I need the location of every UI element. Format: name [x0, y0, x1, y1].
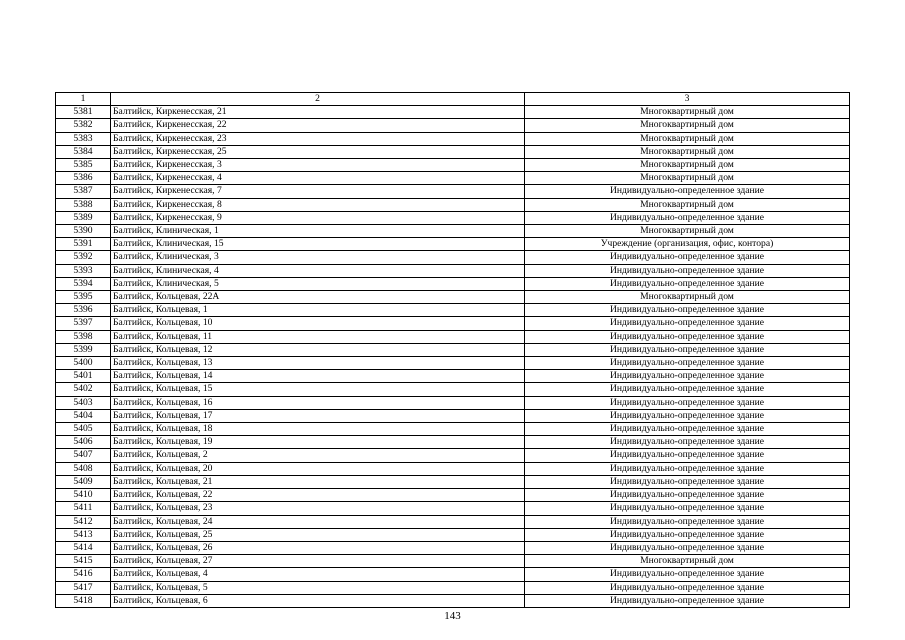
address-cell: Балтийск, Кольцевая, 10: [111, 317, 525, 330]
table-row: [56, 489, 850, 502]
table-row: [56, 159, 850, 172]
row-number: 5417: [56, 581, 111, 594]
row-number: 5407: [56, 449, 111, 462]
building-type-cell: Индивидуально-определенное здание: [525, 436, 850, 449]
row-number: 5399: [56, 343, 111, 356]
row-number: 5416: [56, 568, 111, 581]
building-type-cell: Многоквартирный дом: [525, 145, 850, 158]
address-cell: Балтийск, Киркенесская, 22: [111, 119, 525, 132]
table-body: [56, 106, 850, 608]
row-number: 5387: [56, 185, 111, 198]
table-row: [56, 555, 850, 568]
table-row: [56, 106, 850, 119]
building-type-cell: Учреждение (организация, офис, контора): [525, 238, 850, 251]
table-row: [56, 515, 850, 528]
address-cell: Балтийск, Клиническая, 15: [111, 238, 525, 251]
table-row: [56, 119, 850, 132]
address-cell: Балтийск, Кольцевая, 5: [111, 581, 525, 594]
header-row: [56, 93, 850, 106]
address-cell: Балтийск, Киркенесская, 25: [111, 145, 525, 158]
building-type-cell: Многоквартирный дом: [525, 291, 850, 304]
row-number: 5409: [56, 475, 111, 488]
building-type-cell: Индивидуально-определенное здание: [525, 489, 850, 502]
building-type-cell: Индивидуально-определенное здание: [525, 383, 850, 396]
address-cell: Балтийск, Кольцевая, 6: [111, 594, 525, 607]
building-type-cell: Индивидуально-определенное здание: [525, 462, 850, 475]
table-row: [56, 251, 850, 264]
address-cell: Балтийск, Кольцевая, 23: [111, 502, 525, 515]
table-row: [56, 383, 850, 396]
address-cell: Балтийск, Кольцевая, 4: [111, 568, 525, 581]
row-number: 5398: [56, 330, 111, 343]
table-header: [56, 93, 850, 106]
row-number: 5392: [56, 251, 111, 264]
row-number: 5391: [56, 238, 111, 251]
building-type-cell: Индивидуально-определенное здание: [525, 423, 850, 436]
building-type-cell: Индивидуально-определенное здание: [525, 211, 850, 224]
row-number: 5400: [56, 357, 111, 370]
table-row: [56, 277, 850, 290]
address-cell: Балтийск, Киркенесская, 21: [111, 106, 525, 119]
building-type-cell: Индивидуально-определенное здание: [525, 581, 850, 594]
table-row: [56, 581, 850, 594]
address-cell: Балтийск, Киркенесская, 3: [111, 159, 525, 172]
address-cell: Балтийск, Кольцевая, 14: [111, 370, 525, 383]
address-cell: Балтийск, Кольцевая, 26: [111, 541, 525, 554]
row-number: 5385: [56, 159, 111, 172]
address-cell: Балтийск, Кольцевая, 22: [111, 489, 525, 502]
building-type-cell: Многоквартирный дом: [525, 106, 850, 119]
row-number: 5413: [56, 528, 111, 541]
row-number: 5388: [56, 198, 111, 211]
registry-table: [55, 92, 850, 608]
table-row: [56, 357, 850, 370]
row-number: 5384: [56, 145, 111, 158]
table-row: [56, 449, 850, 462]
address-cell: Балтийск, Клиническая, 1: [111, 225, 525, 238]
row-number: 5395: [56, 291, 111, 304]
table-row: [56, 343, 850, 356]
building-type-cell: Индивидуально-определенное здание: [525, 515, 850, 528]
table-row: [56, 541, 850, 554]
address-cell: Балтийск, Киркенесская, 9: [111, 211, 525, 224]
building-type-cell: Индивидуально-определенное здание: [525, 317, 850, 330]
building-type-cell: Индивидуально-определенное здание: [525, 396, 850, 409]
row-number: 5396: [56, 304, 111, 317]
row-number: 5390: [56, 225, 111, 238]
address-cell: Балтийск, Кольцевая, 1: [111, 304, 525, 317]
address-cell: Балтийск, Киркенесская, 4: [111, 172, 525, 185]
table-row: [56, 264, 850, 277]
building-type-cell: Индивидуально-определенное здание: [525, 343, 850, 356]
address-cell: Балтийск, Кольцевая, 20: [111, 462, 525, 475]
row-number: 5404: [56, 409, 111, 422]
building-type-cell: Многоквартирный дом: [525, 555, 850, 568]
address-cell: Балтийск, Кольцевая, 12: [111, 343, 525, 356]
address-cell: Балтийск, Кольцевая, 18: [111, 423, 525, 436]
address-cell: Балтийск, Кольцевая, 22А: [111, 291, 525, 304]
building-type-cell: Многоквартирный дом: [525, 132, 850, 145]
building-type-cell: Индивидуально-определенное здание: [525, 357, 850, 370]
address-cell: Балтийск, Кольцевая, 13: [111, 357, 525, 370]
building-type-cell: Индивидуально-определенное здание: [525, 304, 850, 317]
row-number: 5414: [56, 541, 111, 554]
address-cell: Балтийск, Киркенесская, 23: [111, 132, 525, 145]
address-cell: Балтийск, Клиническая, 3: [111, 251, 525, 264]
address-cell: Балтийск, Клиническая, 4: [111, 264, 525, 277]
building-type-cell: Индивидуально-определенное здание: [525, 568, 850, 581]
row-number: 5412: [56, 515, 111, 528]
table-row: [56, 225, 850, 238]
table-row: [56, 211, 850, 224]
table-row: [56, 502, 850, 515]
building-type-cell: Индивидуально-определенное здание: [525, 475, 850, 488]
table-row: [56, 172, 850, 185]
row-number: 5382: [56, 119, 111, 132]
building-type-cell: Многоквартирный дом: [525, 172, 850, 185]
building-type-cell: Многоквартирный дом: [525, 225, 850, 238]
address-cell: Балтийск, Киркенесская, 8: [111, 198, 525, 211]
column-header-type: 3: [525, 93, 850, 106]
building-type-cell: Индивидуально-определенное здание: [525, 449, 850, 462]
row-number: 5405: [56, 423, 111, 436]
row-number: 5386: [56, 172, 111, 185]
building-type-cell: Индивидуально-определенное здание: [525, 370, 850, 383]
row-number: 5394: [56, 277, 111, 290]
row-number: 5415: [56, 555, 111, 568]
table-row: [56, 475, 850, 488]
table-row: [56, 185, 850, 198]
building-type-cell: Индивидуально-определенное здание: [525, 502, 850, 515]
column-header-address: 2: [111, 93, 525, 106]
building-type-cell: Многоквартирный дом: [525, 198, 850, 211]
address-cell: Балтийск, Кольцевая, 19: [111, 436, 525, 449]
row-number: 5383: [56, 132, 111, 145]
address-cell: Балтийск, Кольцевая, 16: [111, 396, 525, 409]
table-row: [56, 291, 850, 304]
row-number: 5410: [56, 489, 111, 502]
address-cell: Балтийск, Кольцевая, 11: [111, 330, 525, 343]
address-cell: Балтийск, Кольцевая, 24: [111, 515, 525, 528]
table-row: [56, 330, 850, 343]
row-number: 5402: [56, 383, 111, 396]
address-cell: Балтийск, Кольцевая, 17: [111, 409, 525, 422]
table-row: [56, 568, 850, 581]
table-row: [56, 198, 850, 211]
table-row: [56, 462, 850, 475]
building-type-cell: Многоквартирный дом: [525, 119, 850, 132]
row-number: 5397: [56, 317, 111, 330]
page-number: 143: [444, 610, 461, 622]
row-number: 5403: [56, 396, 111, 409]
table-row: [56, 436, 850, 449]
address-cell: Балтийск, Кольцевая, 15: [111, 383, 525, 396]
address-cell: Балтийск, Кольцевая, 27: [111, 555, 525, 568]
row-number: 5418: [56, 594, 111, 607]
table-row: [56, 370, 850, 383]
row-number: 5381: [56, 106, 111, 119]
building-type-cell: Индивидуально-определенное здание: [525, 594, 850, 607]
table-row: [56, 304, 850, 317]
row-number: 5393: [56, 264, 111, 277]
building-type-cell: Индивидуально-определенное здание: [525, 185, 850, 198]
building-type-cell: Индивидуально-определенное здание: [525, 277, 850, 290]
table-row: [56, 238, 850, 251]
building-type-cell: Индивидуально-определенное здание: [525, 541, 850, 554]
table-row: [56, 145, 850, 158]
building-type-cell: Индивидуально-определенное здание: [525, 251, 850, 264]
row-number: 5401: [56, 370, 111, 383]
building-type-cell: Индивидуально-определенное здание: [525, 409, 850, 422]
table-row: [56, 317, 850, 330]
address-cell: Балтийск, Кольцевая, 25: [111, 528, 525, 541]
address-cell: Балтийск, Клиническая, 5: [111, 277, 525, 290]
table-row: [56, 594, 850, 607]
address-cell: Балтийск, Кольцевая, 2: [111, 449, 525, 462]
table-row: [56, 423, 850, 436]
address-cell: Балтийск, Киркенесская, 7: [111, 185, 525, 198]
building-type-cell: Индивидуально-определенное здание: [525, 528, 850, 541]
building-type-cell: Многоквартирный дом: [525, 159, 850, 172]
row-number: 5406: [56, 436, 111, 449]
building-type-cell: Индивидуально-определенное здание: [525, 264, 850, 277]
column-header-number: 1: [56, 93, 111, 106]
row-number: 5411: [56, 502, 111, 515]
row-number: 5389: [56, 211, 111, 224]
table-row: [56, 528, 850, 541]
building-type-cell: Индивидуально-определенное здание: [525, 330, 850, 343]
table-row: [56, 396, 850, 409]
table-row: [56, 132, 850, 145]
table-row: [56, 409, 850, 422]
row-number: 5408: [56, 462, 111, 475]
address-cell: Балтийск, Кольцевая, 21: [111, 475, 525, 488]
